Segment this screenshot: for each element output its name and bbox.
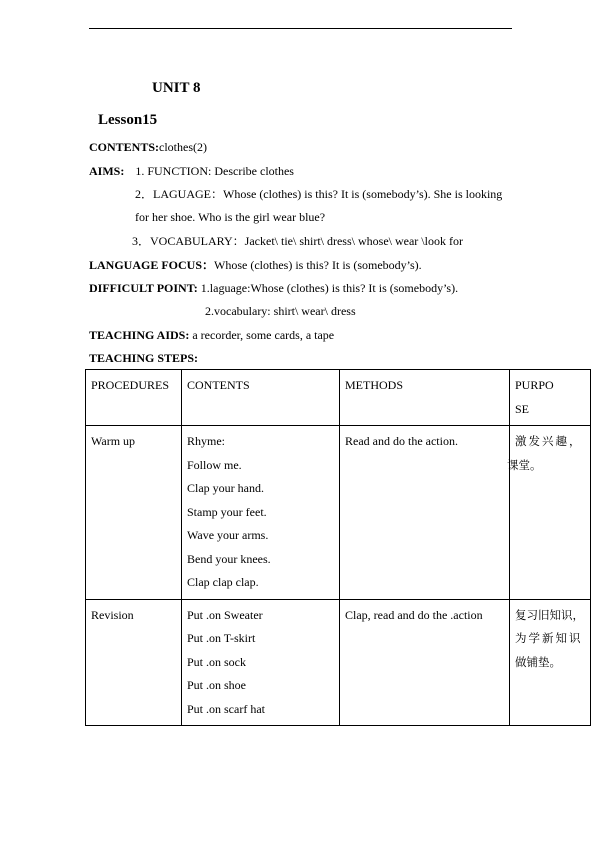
header-methods: METHODS — [340, 370, 510, 426]
list-item: Put .on T-skirt — [187, 631, 256, 645]
aims-item-1: 1. FUNCTION: Describe clothes — [135, 164, 294, 178]
table-row — [86, 599, 591, 726]
lesson-title: Lesson15 — [98, 112, 158, 128]
list-item: Clap clap clap. — [187, 575, 259, 589]
difficult-point-1: 1.laguage:Whose (clothes) is this? It is (somebody’s). — [200, 281, 459, 295]
language-focus-value: Whose (clothes) is this? It is (somebody’s). — [214, 258, 422, 272]
warm-up-procedure: Warm up — [86, 426, 182, 600]
teaching-aids-line — [89, 328, 334, 342]
teaching-aids-label: TEACHING AIDS: — [89, 328, 190, 342]
list-item: Rhyme: — [187, 434, 225, 448]
teaching-aids-value: a recorder, some cards, a tape — [192, 328, 335, 342]
contents-label: CONTENTS: — [89, 140, 160, 154]
list-item: Wave your arms. — [187, 528, 269, 542]
difficult-point-line — [89, 281, 458, 295]
revision-procedure: Revision — [86, 599, 182, 726]
list-item: Put .on scarf hat — [187, 701, 265, 716]
list-item: Bend your knees. — [187, 551, 271, 566]
header-contents: CONTENTS — [182, 370, 340, 426]
list-item: Stamp your feet. — [187, 504, 267, 519]
language-focus-line — [89, 258, 422, 272]
warm-up-contents — [182, 426, 340, 600]
aims-label: AIMS: — [89, 164, 125, 178]
table-row — [86, 426, 591, 600]
list-item: Put .on sock — [187, 654, 247, 669]
warm-up-method: Read and do the action. — [340, 426, 510, 600]
teaching-steps-label: TEACHING STEPS: — [89, 351, 199, 365]
header-rule — [89, 28, 512, 29]
list-item: Put .on shoe — [187, 678, 247, 692]
list-item: Put .on Sweater — [187, 607, 263, 622]
unit-title: UNIT 8 — [152, 80, 201, 96]
aims-line — [89, 164, 294, 178]
contents-value: clothes(2) — [159, 140, 207, 154]
contents-line — [89, 140, 207, 154]
difficult-point-2: 2.vocabulary: shirt\ wear\ dress — [205, 304, 356, 318]
revision-method: Clap, read and do the .action — [340, 599, 510, 726]
revision-contents — [182, 599, 340, 726]
aims-item-3: 3．VOCABULARY：Jacket\ tie\ shirt\ dress\ whose\ wear \look for — [132, 234, 463, 248]
teaching-steps-table — [85, 369, 591, 726]
header-procedures: PROCEDURES — [86, 370, 182, 426]
header-purpose: PURPO SE — [510, 370, 591, 426]
aims-item-2-line-2: for her shoe. Who is the girl wear blue? — [135, 210, 326, 224]
aims-item-2-line-1: 2．LAGUAGE：Whose (clothes) is this? It is (somebody’s). She is looking — [135, 187, 503, 201]
table-header-row — [86, 370, 591, 426]
list-item: Follow me. — [187, 457, 242, 472]
list-item: Clap your hand. — [187, 481, 264, 495]
warm-up-purpose: 激发兴趣， 课堂。 — [510, 426, 591, 600]
revision-purpose: 复习旧知识， 为学新知识 做铺垫。 — [510, 599, 591, 726]
language-focus-label: LANGUAGE FOCUS： — [89, 258, 215, 272]
difficult-point-label: DIFFICULT POINT: — [89, 281, 198, 295]
